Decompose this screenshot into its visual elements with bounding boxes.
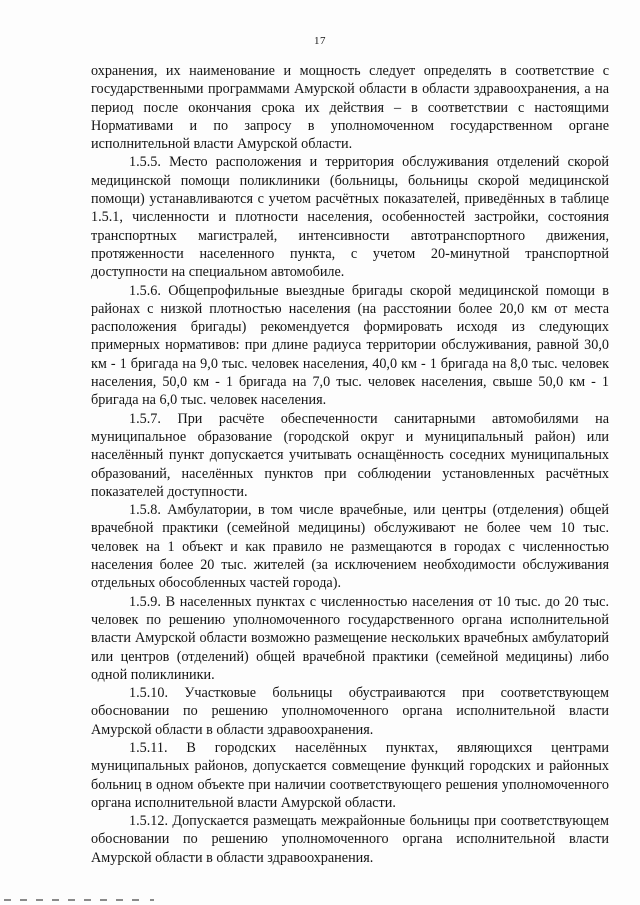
paragraph-1-5-11: 1.5.11. В городских населённых пунктах, являющихся центрами муниципальных районов, допускается совмещение функций городских и районных больниц в одном объекте при наличии соответствующего решения уполномоченного органа исполнительной власти Амурской области. (91, 739, 609, 811)
page-number: 17 (314, 35, 326, 47)
paragraph-1-5-7: 1.5.7. При расчёте обеспеченности санитарными автомобилями на муниципальное образование (городской округ и муниципальный район) или населённый пункт допускается учитывать оснащённость соседних муниципальных образований, населённых пунктов при соблюдении установленных расчётных показателей доступности. (91, 410, 609, 500)
scan-edge-artifact (0, 895, 640, 905)
paragraph-1-5-12: 1.5.12. Допускается размещать межрайонные больницы при соответствующем обосновании по решению уполномоченного органа исполнительной власти Амурской области в области здравоохранения. (91, 813, 609, 866)
paragraph-1-5-8: 1.5.8. Амбулатории, в том числе врачебные, или центры (отделения) общей врачебной практики (семейной медицины) обслуживают не более чем 10 тыс. человек на 1 объект и как правило не размещаются в городах с численностью населения более 20 тыс. жителей (за исключением необходимости обслуживания отдельных обособленных частей города). (91, 502, 609, 592)
paragraph-continuation: охранения, их наименование и мощность следует определять в соответствие с государственными программами Амурской области в области здравоохранения, а на период после окончания срока их действия – в соответствии с настоящими Нормативами и по запросу в уполномоченном государственном органе исполнительной власти Амурской области. (91, 63, 609, 153)
paragraph-1-5-10: 1.5.10. Участковые больницы обустраиваются при соответствующем обосновании по решению уполномоченного органа исполнительной власти Амурской области в области здравоохранения. (91, 685, 609, 738)
paragraph-1-5-6: 1.5.6. Общепрофильные выездные бригады скорой медицинской помощи в районах с низкой плотностью населения (на расстоянии более 20,0 км от места расположения бригады) рекомендуется формировать исходя из следующих примерных нормативов: при длине радиуса территории обслуживания, равной 30,0 км - 1 бригада на 9,0 тыс. человек населения, 40,0 км - 1 бригада на 8,0 тыс. человек населения, 50,0 км - 1 бригада на 7,0 тыс. человек населения, свыше 50,0 км - 1 бригада на 6,0 тыс. человек населения. (91, 282, 609, 409)
document-body (91, 62, 609, 867)
paragraph-1-5-5: 1.5.5. Место расположения и территория обслуживания отделений скорой медицинской помощи поликлиники (больницы, больницы скорой медицинской помощи) устанавливаются с учетом расчётных показателей, приведённых в таблице 1.5.1, численности и плотности населения, особенностей застройки, состояния транспортных магистралей, интенсивности автотранспортного движения, протяженности населенного пункта, с учетом 20-минутной транспортной доступности на специальном автомобиле. (91, 154, 609, 281)
paragraph-1-5-9: 1.5.9. В населенных пунктах с численностью населения от 10 тыс. до 20 тыс. человек по решению уполномоченного государственного органа исполнительной власти Амурской области возможно размещение нескольких врачебных амбулаторий или центров (отделений) общей врачебной практики (семейной медицины) либо одной поликлиники. (91, 593, 609, 683)
